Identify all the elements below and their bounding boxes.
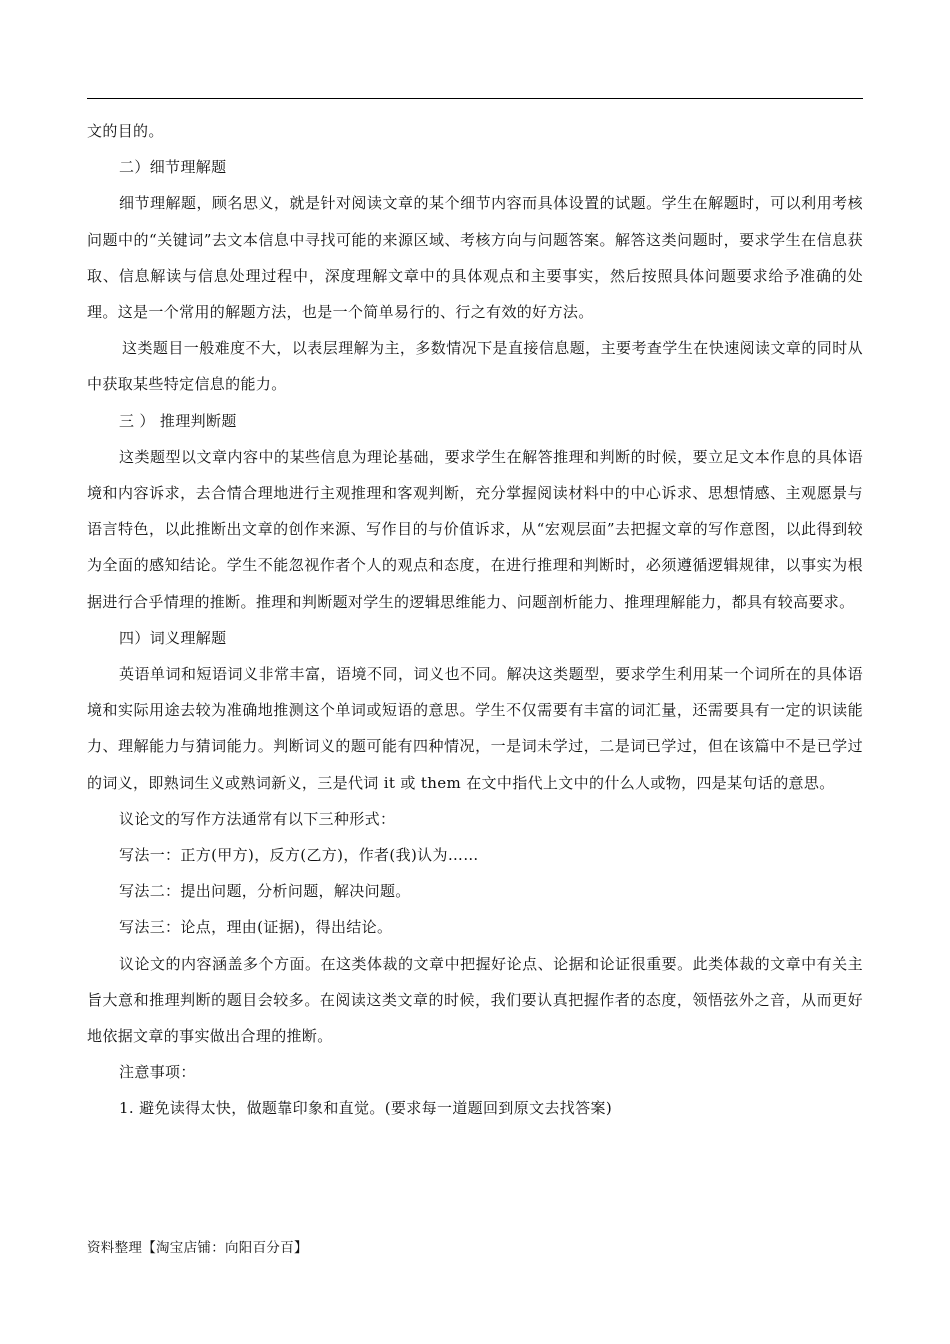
paragraph-continuation: 文的目的。 — [87, 122, 164, 140]
heading-vocabulary-questions: 四）词义理解题 — [119, 628, 227, 647]
paragraph-vocabulary: 英语单词和短语词义非常丰富，语境不同，词义也不同。解决这类题型，要求学生利用某一个词所在的具体语境和实际用途去较为准确地推测这个单词或短语的意思。学生不仅需要有丰富的词汇量，还需要具有一定的识读能力、理解能力与猜词能力。判断词义的题可能有四种情况，一是词未学过，二是词已学过，但在该篇中不是已学过的词义，即熟词生义或熟词新义，三是代词 it 或 them 在文中指代上文中的什么人或物，四是某句话的意思。 — [87, 665, 863, 792]
heading-notes: 注意事项： — [119, 1063, 196, 1082]
document-body — [87, 113, 863, 1127]
paragraph-method-3: 写法三：论点，理由(证据)，得出结论。 — [119, 918, 393, 937]
heading-inference-questions: 三 ） 推理判断题 — [119, 411, 237, 430]
paragraph-detail-definition: 细节理解题，顾名思义，就是针对阅读文章的某个细节内容而具体设置的试题。学生在解题时，可以利用考核问题中的“关键词”去文本信息中寻找可能的来源区域、考核方向与问题答案。解答这类问题时，要求学生在信息获取、信息解读与信息处理过程中，深度理解文章中的具体观点和主要事实，然后按照具体问题要求给予准确的处理。这是一个常用的解题方法，也是一个简单易行的、行之有效的好方法。 — [87, 194, 863, 322]
page-footer: 资料整理【淘宝店铺：向阳百分百】 — [87, 1240, 308, 1256]
paragraph-method-1: 写法一：正方(甲方)，反方(乙方)，作者(我)认为…… — [119, 846, 479, 865]
paragraph-argument-content: 议论文的内容涵盖多个方面。在这类体裁的文章中把握好论点、论据和论证很重要。此类体裁的文章中有关主旨大意和推理判断的题目会较多。在阅读这类文章的时候，我们要认真把握作者的态度，领悟弦外之音，从而更好地依据文章的事实做出合理的推断。 — [87, 954, 863, 1046]
paragraph-detail-difficulty: 这类题目一般难度不大，以表层理解为主，多数情况下是直接信息题，主要考查学生在快速阅读文章的同时从中获取某些特定信息的能力。 — [87, 339, 863, 394]
paragraph-method-2: 写法二：提出问题，分析问题，解决问题。 — [119, 882, 411, 901]
list-item-note-1: 1. 避免读得太快，做题靠印象和直觉。(要求每一道题回到原文去找答案) — [119, 1099, 613, 1118]
paragraph-argument-intro: 议论文的写作方法通常有以下三种形式： — [119, 809, 396, 828]
header-rule — [87, 98, 863, 99]
heading-detail-questions: 二）细节理解题 — [119, 158, 227, 177]
paragraph-inference: 这类题型以文章内容中的某些信息为理论基础，要求学生在解答推理和判断的时候，要立足文本作息的具体语境和内容诉求，去合情合理地进行主观推理和客观判断，充分掌握阅读材料中的中心诉求、思想情感、主观愿景与语言特色，以此推断出文章的创作来源、写作目的与价值诉求，从“宏观层面”去把握文章的写作意图，以此得到较为全面的感知结论。学生不能忽视作者个人的观点和态度，在进行推理和判断时，必须遵循逻辑规律，以事实为根据进行合乎情理的推断。推理和判断题对学生的逻辑思维能力、问题剖析能力、推理理解能力，都具有较高要求。 — [87, 447, 863, 611]
